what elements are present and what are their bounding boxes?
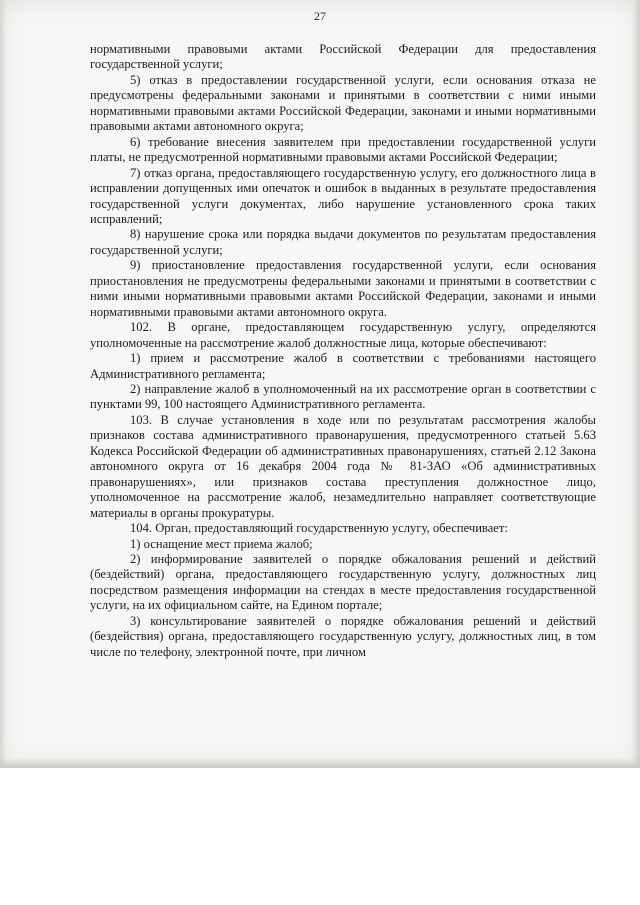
paragraph: 6) требование внесения заявителем при предоставлении государственной услуги платы, не предусмотренной нормативными правовыми актами Российской Федерации; <box>90 134 596 165</box>
paragraph: 7) отказ органа, предоставляющего государственную услугу, его должностного лица в исправлении допущенных ими опечаток и ошибок в выданных в результате предоставления государственной услуги документах, либо нарушение установленного срока таких исправлений; <box>90 165 596 226</box>
paragraph: 103. В случае установления в ходе или по результатам рассмотрения жалобы признаков состава административного правонарушения, предусмотренного статьей 5.63 Кодекса Российской Федерации об административных правонарушениях, статьей 2.12 Закона автономного округа от 16 декабря 2004 года № 81-ЗАО «Об административных правонарушениях», или признаков состава преступления должностное лицо, уполномоченное на рассмотрение жалоб, незамедлительно направляет соответствующие материалы в органы прокуратуры. <box>90 412 596 520</box>
paragraph: 102. В органе, предоставляющем государственную услугу, определяются уполномоченные на рассмотрение жалоб должностные лица, которые обеспечивают: <box>90 320 596 350</box>
paragraph: 1) прием и рассмотрение жалоб в соответствии с требованиями настоящего Административного регламента; <box>90 351 596 381</box>
paragraph: 3) консультирование заявителей о порядке обжалования решений и действий (бездействия) органа, предоставляющего государственную услугу, должностных лиц, в том числе по телефону, электронной почте, при личном <box>90 613 596 659</box>
paragraph: 8) нарушение срока или порядка выдачи документов по результатам предоставления государственной услуги; <box>90 227 596 257</box>
document-body <box>90 42 596 660</box>
paragraph: нормативными правовыми актами Российской Федерации для предоставления государственной услуги; <box>90 42 596 72</box>
paragraph: 2) направление жалоб в уполномоченный на их рассмотрение орган в соответствии с пунктами 99, 100 настоящего Административного регламента. <box>90 381 596 412</box>
paragraph: 2) информирование заявителей о порядке обжалования решений и действий (бездействий) органа, предоставляющего государственную услугу, должностных лиц посредством размещения информации на стендах в месте предоставления государственной услуги, на их официальном сайте, на Едином портале; <box>90 551 596 613</box>
paragraph: 9) приостановление предоставления государственной услуги, если основания приостановления не предусмотрены федеральными законами и принятыми в соответствии с ними иными нормативными правовыми актами Российской Федерации, законами и иными нормативными правовыми актами автономного округа. <box>90 258 596 319</box>
scan-shadow-bottom <box>0 758 640 768</box>
paragraph: 5) отказ в предоставлении государственной услуги, если основания отказа не предусмотрены федеральными законами и принятыми в соответствии с ними иными нормативными правовыми актами Российской Федерации, законами и иными нормативными правовыми актами автономного округа; <box>90 72 596 134</box>
scan-shadow-left <box>0 0 6 768</box>
scan-shadow-right <box>632 0 640 768</box>
page-number: 27 <box>314 9 326 23</box>
paragraph: 104. Орган, предоставляющий государственную услугу, обеспечивает: <box>130 521 508 536</box>
paragraph: 1) оснащение мест приема жалоб; <box>130 536 313 551</box>
